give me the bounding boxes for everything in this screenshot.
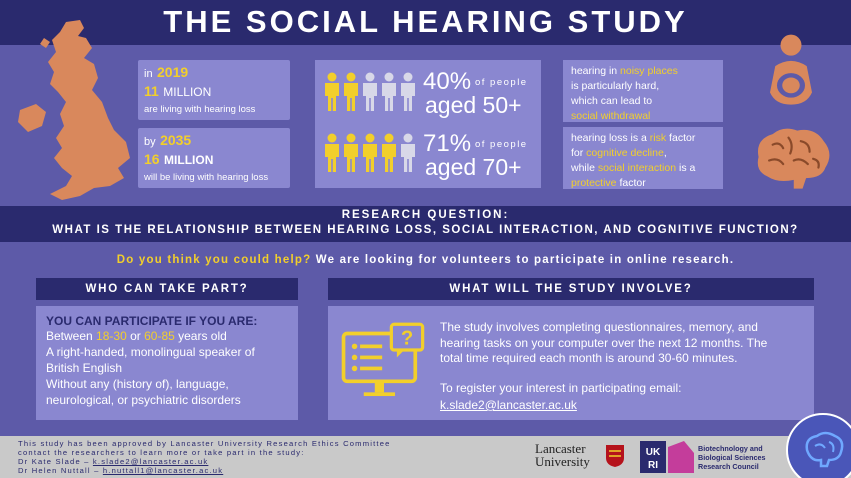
stat-2035-prefix: by — [144, 136, 156, 148]
fact-risk-highlight: risk — [649, 132, 667, 144]
computer-questionnaire-icon — [338, 318, 430, 406]
fact-risk-text-4: , — [663, 147, 667, 159]
who-age-range-2: 60-85 — [144, 329, 175, 343]
who-age-text-3: years old — [174, 329, 227, 343]
svg-text:UK: UK — [645, 447, 661, 458]
who-title: YOU CAN PARTICIPATE IF YOU ARE: — [46, 314, 258, 328]
svg-text:?: ? — [400, 327, 414, 350]
research-question-bar — [0, 206, 851, 242]
involve-line-1: The study involves completing questionnaires, memory, and — [440, 320, 758, 334]
stat-2035-year: 2035 — [160, 132, 192, 148]
people-stats-box — [315, 60, 541, 188]
page-title: THE SOCIAL HEARING STUDY — [163, 4, 688, 39]
involve-header: WHAT WILL THE STUDY INVOLVE? — [328, 278, 814, 300]
stat-2019-number: 11 — [144, 83, 159, 99]
footer-kate-name: Dr Kate Slade – — [18, 457, 93, 466]
uk-map-icon — [14, 18, 132, 203]
fact-risk-text-6: is a — [676, 162, 696, 174]
people-pictogram — [323, 133, 423, 173]
who-line-3: British English — [46, 361, 123, 375]
footer-contact: contact the researchers to learn more or take part in the study: — [18, 448, 305, 457]
who-line-5: neurological, or psychiatric disorders — [46, 393, 241, 407]
people-row-2-aged: aged 70+ — [425, 154, 522, 180]
involve-line-2: hearing tasks on your computer over the next 12 months. The — [440, 335, 768, 350]
person-icon — [382, 73, 396, 112]
who-age-text-2: or — [126, 329, 145, 343]
involve-email-link[interactable]: k.slade2@lancaster.ac.uk — [440, 398, 577, 412]
people-row-1-aged: aged 50+ — [425, 92, 522, 118]
who-line-4: Without any (history of), language, — [46, 377, 229, 391]
stat-2035-unit: MILLION — [164, 153, 214, 167]
fact-noisy-text: hearing in — [571, 65, 621, 77]
fact-risk-text: hearing loss is a — [571, 132, 650, 144]
lancaster-logo-text-1: Lancaster — [535, 441, 586, 456]
people-row-1-of: of people — [475, 77, 528, 88]
involve-line-3: total time required each month is around 30-60 minutes. — [440, 351, 738, 365]
stat-2035-number: 16 — [144, 151, 160, 167]
fact-risk-text-2: factor — [666, 132, 696, 144]
person-icon-highlighted — [363, 134, 377, 173]
help-question: Do you think you could help? — [116, 254, 312, 266]
fact-noisy-highlight: noisy places — [620, 65, 678, 77]
person-icon — [363, 73, 377, 112]
who-age-range-1: 18-30 — [96, 329, 127, 343]
footer-helen — [18, 466, 391, 475]
person-icon-highlighted — [325, 134, 339, 173]
footer-ethics: This study has been approved by Lancaster University Research Ethics Committee — [18, 439, 391, 448]
person-icon-highlighted — [344, 73, 358, 112]
brain-icon — [748, 120, 836, 194]
research-question-label: RESEARCH QUESTION: — [341, 209, 510, 221]
people-row-1-pct: 40% — [423, 68, 472, 95]
footer-text — [18, 439, 391, 475]
fact-noisy-line2: is particularly hard, — [571, 80, 660, 92]
lancaster-logo-text-2: University — [535, 454, 590, 469]
stat-2019-desc: are living with hearing loss — [144, 104, 256, 115]
ukri-logo-text-3: Research Council — [698, 462, 759, 471]
research-centre-badge-icon — [783, 410, 851, 478]
footer-helen-email-link[interactable]: h.nuttall1@lancaster.ac.uk — [102, 466, 224, 475]
person-icon — [401, 134, 415, 173]
person-icon — [401, 73, 415, 112]
people-row-2-of: of people — [475, 139, 528, 150]
person-icon-highlighted — [344, 134, 358, 173]
fact-noisy-line4: social withdrawal — [571, 110, 651, 122]
people-row-2-icons — [323, 133, 423, 173]
person-icon-highlighted — [382, 134, 396, 173]
fact-risk-highlight-4: protective — [571, 177, 617, 189]
lancaster-university-logo — [535, 442, 627, 472]
svg-text:RI: RI — [648, 460, 658, 471]
research-question-text: WHAT IS THE RELATIONSHIP BETWEEN HEARING LOSS, SOCIAL INTERACTION, AND COGNITIVE FUNCTION? — [52, 224, 799, 236]
stat-2035-box — [138, 128, 290, 188]
stat-2035-desc: will be living with hearing loss — [144, 172, 269, 183]
involve-text-block — [440, 320, 810, 414]
fact-risk-text-7: factor — [616, 177, 646, 189]
help-text: We are looking for volunteers to participate in online research. — [311, 254, 735, 266]
who-header: WHO CAN TAKE PART? — [36, 278, 298, 300]
footer-kate — [18, 457, 391, 466]
footer-helen-name: Dr Helen Nuttall – — [18, 466, 103, 475]
help-line — [0, 254, 851, 266]
who-line-2: A right-handed, monolingual speaker of — [46, 345, 255, 359]
fact-risk-highlight-2: cognitive decline — [586, 147, 664, 159]
ukri-logo-text-2: Biological Sciences — [698, 453, 766, 462]
who-panel — [36, 306, 298, 420]
involve-panel — [328, 306, 814, 420]
stat-2019-year: 2019 — [157, 64, 189, 80]
ukri-logo-text-1: Biotechnology and — [698, 444, 763, 453]
people-pictogram — [323, 72, 423, 112]
fact-noisy-line3: which can lead to — [571, 95, 653, 107]
stat-2019-box — [138, 60, 290, 120]
person-icon-highlighted — [325, 73, 339, 112]
fact-noisy-box — [563, 60, 723, 122]
involve-register: To register your interest in participating email: — [440, 380, 682, 395]
people-row-2-pct: 71% — [423, 130, 472, 157]
sitting-person-icon — [756, 28, 826, 113]
ukri-logo-icon — [640, 441, 694, 473]
stat-2019-unit: MILLION — [163, 85, 212, 99]
footer-kate-email-link[interactable]: k.slade2@lancaster.ac.uk — [92, 457, 209, 466]
fact-risk-highlight-3: social interaction — [597, 162, 677, 174]
fact-risk-text-5: while — [571, 162, 598, 174]
people-row-1-icons — [323, 72, 423, 112]
fact-risk-text-3: for — [571, 147, 587, 159]
lancaster-crest-icon — [605, 444, 625, 468]
fact-risk-box — [563, 127, 723, 189]
who-age-line — [46, 328, 288, 344]
who-age-text: Between — [46, 329, 97, 343]
stat-2019-prefix: in — [144, 68, 153, 80]
ukri-bbsrc-logo — [640, 441, 790, 473]
